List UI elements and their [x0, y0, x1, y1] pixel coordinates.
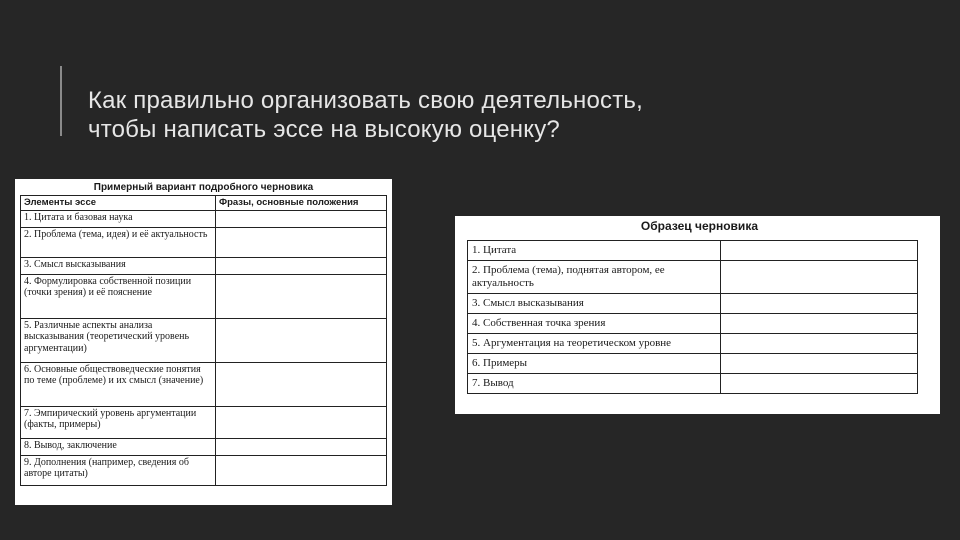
table-cell: 2. Проблема (тема), поднятая автором, ее актуальность	[468, 261, 721, 294]
table-row	[21, 362, 387, 406]
table-cell	[721, 334, 918, 354]
table-cell	[721, 354, 918, 374]
table-cell: 3. Смысл высказывания	[21, 257, 216, 274]
draft-sample-table	[467, 240, 918, 394]
table-cell: 4. Собственная точка зрения	[468, 314, 721, 334]
table-row	[21, 318, 387, 362]
table-header-cell: Фразы, основные положения	[216, 196, 387, 211]
table-row	[468, 241, 918, 261]
table-cell	[721, 241, 918, 261]
table-row	[21, 257, 387, 274]
title-accent-bar	[60, 66, 62, 136]
table-cell	[216, 406, 387, 438]
draft-sample-caption: Образец черновика	[640, 219, 758, 233]
table-row	[21, 227, 387, 257]
table-cell: 6. Примеры	[468, 354, 721, 374]
table-cell: 1. Цитата	[468, 241, 721, 261]
table-cell	[216, 274, 387, 318]
detailed-draft-table	[20, 195, 387, 486]
table-row	[468, 354, 918, 374]
table-cell	[216, 438, 387, 455]
table-cell	[216, 318, 387, 362]
table-cell: 3. Смысл высказывания	[468, 294, 721, 314]
slide-title-line-2: чтобы написать эссе на высокую оценку?	[88, 116, 560, 143]
table-cell: 5. Различные аспекты анализа высказывания (теоретический уровень аргументации)	[21, 318, 216, 362]
table-cell	[721, 261, 918, 294]
table-cell	[216, 455, 387, 485]
table-cell: 5. Аргументация на теоретическом уровне	[468, 334, 721, 354]
table-row	[21, 210, 387, 227]
table-cell: 7. Вывод	[468, 374, 721, 394]
table-cell	[721, 374, 918, 394]
table-row	[468, 334, 918, 354]
table-cell: 4. Формулировка собственной позиции (точки зрения) и её пояснение	[21, 274, 216, 318]
table-cell	[721, 314, 918, 334]
table-cell	[216, 362, 387, 406]
table-cell: 2. Проблема (тема, идея) и её актуальность	[21, 227, 216, 257]
table-cell: 8. Вывод, заключение	[21, 438, 216, 455]
draft-sample-table-image	[455, 216, 940, 414]
table-cell	[216, 257, 387, 274]
table-cell: 6. Основные обществоведческие понятия по теме (проблеме) и их смысл (значение)	[21, 362, 216, 406]
table-cell	[721, 294, 918, 314]
table-header-row	[21, 196, 387, 211]
detailed-draft-table-image	[15, 179, 392, 505]
table-row	[468, 294, 918, 314]
table-row	[468, 261, 918, 294]
table-cell: 7. Эмпирический уровень аргументации (факты, примеры)	[21, 406, 216, 438]
table-cell: 1. Цитата и базовая наука	[21, 210, 216, 227]
slide-title-line-1: Как правильно организовать свою деятельность,	[88, 87, 643, 114]
table-row	[468, 314, 918, 334]
table-row	[468, 374, 918, 394]
table-cell: 9. Дополнения (например, сведения об авторе цитаты)	[21, 455, 216, 485]
table-cell	[216, 227, 387, 257]
table-row	[21, 274, 387, 318]
slide-title	[88, 86, 908, 144]
table-row	[21, 455, 387, 485]
table-cell	[216, 210, 387, 227]
detailed-draft-caption: Примерный вариант подробного черновика	[93, 182, 314, 193]
table-row	[21, 438, 387, 455]
table-header-cell: Элементы эссе	[21, 196, 216, 211]
table-row	[21, 406, 387, 438]
